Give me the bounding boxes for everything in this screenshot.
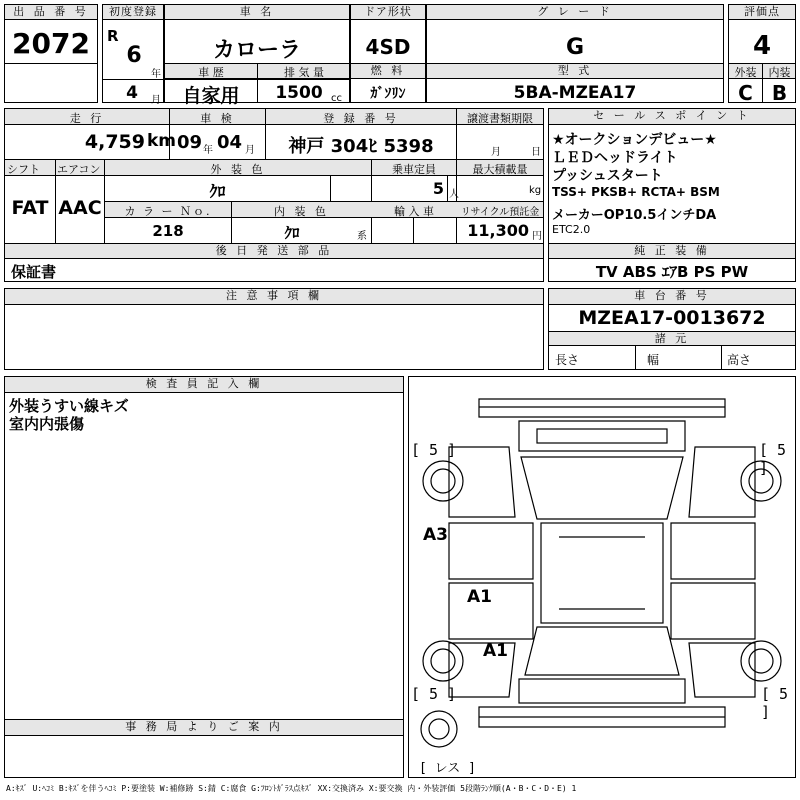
capacity-label: 乗車定員 (392, 163, 436, 176)
car-name-label: 車 名 (165, 5, 349, 20)
damage-mark-a1-fender: A1 (483, 641, 508, 661)
shift-value: FAT (11, 197, 49, 219)
sales-points-box (548, 108, 796, 282)
era: R (107, 27, 119, 45)
reg-month: 4 (126, 83, 138, 103)
score-label: 評価点 (729, 5, 795, 20)
legend: A:ｷｽﾞ U:ﾍｺﾐ B:ｷｽﾞを伴うﾍｺﾐ P:要塗装 W:補修跡 S:錆 C:腐食 G:ﾌﾛﾝﾄｶﾞﾗｽ点ｷｽﾞ XX:交換済み X:要交換 内・外装評価 5段階ﾗﾝｸ順(A・B・C・D・E) 1 (6, 784, 577, 793)
shift-label: シフト (7, 163, 40, 176)
fuel-value: ｶﾞｿﾘﾝ (370, 86, 406, 102)
spec-label: 諸 元 (549, 331, 795, 346)
door-label: ドア形状 (351, 5, 425, 20)
inspection-month: 04 (217, 132, 243, 153)
inspection-year-unit: 年 (203, 145, 213, 156)
car-name-box (164, 4, 350, 107)
capacity-unit: 人 (449, 189, 459, 200)
mileage-label: 走 行 (69, 112, 105, 125)
office-label: 事 務 局 よ り ご 案 内 (5, 720, 403, 736)
score-value: 4 (752, 31, 772, 61)
car-name: カローラ (212, 38, 301, 63)
first-reg-box (102, 4, 164, 106)
grade-label: グ レ ー ド (427, 5, 723, 20)
chassis-value: MZEA17-0013672 (578, 307, 766, 329)
lot-number: 2072 (12, 27, 90, 60)
inspector-box (4, 376, 404, 778)
door-value: 4SD (365, 35, 411, 59)
sales-line-1: ★オークションデビュー★ (552, 132, 717, 148)
chassis-box (548, 288, 796, 370)
int-color-unit: 系 (357, 231, 367, 242)
grade-value: G (565, 35, 585, 60)
import-label: 輸 入 車 (394, 205, 434, 218)
inspector-line-1: 外装うすい線キズ (9, 397, 129, 415)
sales-line-5: メーカーOP10.5インチDA (552, 208, 717, 223)
recycle-value: 11,300 (467, 221, 529, 240)
plate-label: 登 録 番 号 (323, 112, 399, 125)
notes-label: 注 意 事 項 欄 (5, 289, 543, 305)
lot-label: 出 品 番 号 (5, 5, 97, 20)
notes-box (4, 288, 544, 370)
displacement-unit: cc (331, 93, 342, 104)
door-box (350, 4, 426, 103)
int-color-value: ｸﾛ (284, 224, 300, 242)
max-load-unit: kg (529, 185, 542, 196)
ext-score: C (738, 81, 753, 105)
aircon-value: AAC (58, 197, 102, 219)
transfer-month: 月 (491, 147, 501, 158)
score-box (728, 4, 796, 103)
month-unit: 月 (151, 95, 161, 106)
tire-front-right: [ 5 ] (759, 441, 787, 477)
equipment-value: TV ABS ｴｱB PS PW (595, 263, 749, 281)
sales-line-4: TSS+ PKSB+ RCTA+ BSM (552, 185, 720, 199)
transfer-label: 譲渡書類期限 (467, 112, 533, 125)
later-parts-value: 保証書 (11, 263, 57, 281)
spec-width: 幅 (647, 353, 660, 367)
inspector-line-2: 室内内張傷 (9, 415, 85, 433)
ext-score-label: 外装 (734, 66, 757, 79)
transfer-day: 日 (531, 147, 541, 158)
ext-color-label: 外 装 色 (210, 163, 266, 176)
later-parts-label: 後 日 発 送 部 品 (5, 244, 543, 259)
int-color-label: 内 装 色 (274, 205, 329, 218)
damage-mark-a3: A3 (423, 525, 448, 545)
tire-front-left: [ 5 ] (411, 441, 457, 459)
damage-mark-a1-door: A1 (467, 587, 492, 607)
spec-length: 長さ (555, 353, 580, 367)
inspection-year: 09 (177, 132, 203, 153)
max-load-label: 最大積載量 (472, 163, 528, 176)
model-label: 型 式 (427, 64, 723, 79)
lot-box (4, 4, 98, 103)
year-unit: 年 (151, 69, 161, 80)
car-diagram (409, 377, 795, 777)
displacement-value: 1500 (275, 83, 323, 103)
color-no-label: カ ラ ー Ｎｏ. (124, 205, 212, 218)
displacement-label: 排 気 量 (284, 66, 324, 79)
int-score-label: 内装 (768, 66, 791, 79)
equipment-label: 純 正 装 備 (549, 244, 795, 259)
grade-box (426, 4, 724, 103)
sales-line-6: ETC2.0 (552, 223, 591, 236)
first-reg-label: 初度登録 (103, 5, 163, 20)
color-no-value: 218 (152, 222, 184, 240)
mileage-value: 4,759 (84, 131, 145, 153)
sales-line-2: ＬＥＤヘッドライト (552, 150, 678, 166)
spec-height: 高さ (727, 353, 752, 367)
spare-tire: [ レス ] (419, 761, 476, 776)
inspection-month-unit: 月 (245, 145, 255, 156)
car-diagram-box (408, 376, 796, 778)
inspection-label: 車 検 (200, 112, 235, 125)
sales-line-3: プッシュスタート (552, 168, 663, 184)
ext-color-value: ｸﾛ (209, 182, 226, 201)
history-value: 自家用 (182, 85, 240, 107)
capacity-value: 5 (432, 179, 444, 198)
history-label: 車 歴 (198, 66, 224, 79)
int-score: B (771, 81, 788, 105)
inspector-label: 検 査 員 記 入 欄 (5, 377, 403, 393)
reg-year: 6 (126, 43, 142, 68)
sales-points-label: セ ー ル ス ポ イ ン ト (549, 109, 795, 125)
fuel-label: 燃 料 (351, 64, 425, 79)
tire-rear-right: [ 5 ] (761, 685, 789, 721)
model-value: 5BA-MZEA17 (513, 83, 637, 103)
chassis-label: 車 台 番 号 (549, 289, 795, 305)
aircon-label: エアコン (57, 163, 101, 176)
mileage-unit: km (147, 131, 177, 151)
recycle-label: リサイクル預託金 (460, 207, 540, 218)
plate-value: 神戸 304ﾋ 5398 (288, 136, 434, 157)
recycle-unit: 円 (532, 231, 542, 242)
info-block (4, 108, 544, 282)
tire-rear-left: [ 5 ] (411, 685, 457, 703)
